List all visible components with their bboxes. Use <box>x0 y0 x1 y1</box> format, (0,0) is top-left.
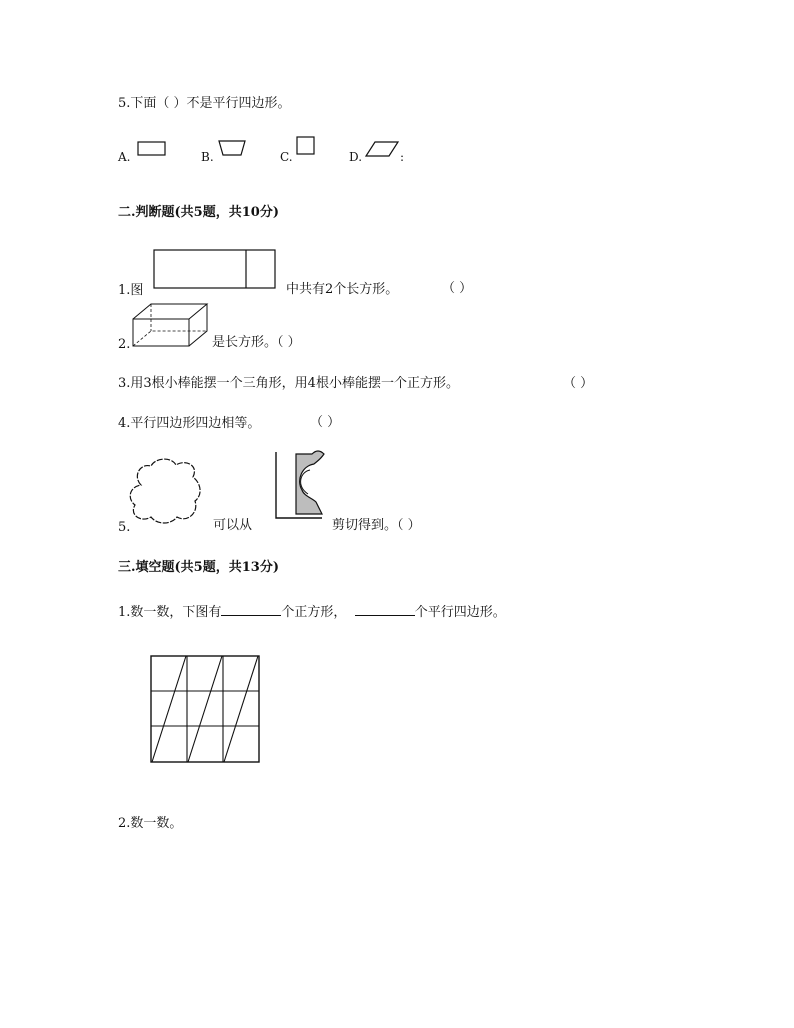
judge-3-paren: （ ） <box>563 376 594 391</box>
judge-5-cloud-shape-figure <box>127 457 209 527</box>
fill-1-blank-parallelograms[interactable] <box>355 603 415 616</box>
fill-1-line <box>118 603 506 621</box>
judge-5-cut-paper-figure <box>272 450 328 524</box>
judge-1-rectangle-figure <box>153 249 277 291</box>
judge-4-text: 4.平行四边形四边相等。 <box>118 416 261 431</box>
fill-1-grid-figure <box>150 655 262 765</box>
fill-1-text-c: 个平行四边形。 <box>414 605 506 620</box>
judge-1-paren: （ ） <box>442 281 473 296</box>
option-a-label: A. <box>118 150 131 164</box>
fill-1-blank-squares[interactable] <box>221 603 281 616</box>
option-a-rectangle-figure <box>137 141 167 157</box>
option-d-label: D. <box>349 150 363 164</box>
section-2-heading: 二.判断题(共5题，共10分) <box>118 205 279 220</box>
option-d-parallelogram-figure <box>365 141 401 159</box>
option-b-label: B. <box>201 150 214 164</box>
judge-5-suffix: 剪切得到。（ ） <box>332 518 421 533</box>
section-3-heading: 三.填空题(共5题，共13分) <box>118 560 279 575</box>
judge-3-text: 3.用3根小棒能摆一个三角形，用4根小棒能摆一个正方形。 <box>118 376 459 391</box>
judge-5-prefix: 5. <box>118 520 131 535</box>
judge-1-prefix: 1.图 <box>118 283 144 298</box>
fill-1-text-a: 1.数一数，下图有 <box>118 605 222 620</box>
question-5-stem: 5.下面（ ）不是平行四边形。 <box>118 96 291 111</box>
judge-2-prefix: 2. <box>118 337 131 352</box>
option-c-square-figure <box>296 136 316 156</box>
judge-5-middle: 可以从 <box>213 518 253 533</box>
fill-1-text-b: 个正方形， <box>281 605 347 620</box>
option-b-trapezoid-figure <box>218 140 248 158</box>
judge-2-suffix: 是长方形。（ ） <box>212 335 301 350</box>
judge-2-cuboid-figure <box>131 302 211 350</box>
judge-4-paren: （ ） <box>310 415 341 430</box>
option-c-label: C. <box>280 150 293 164</box>
fill-2-text: 2.数一数。 <box>118 816 183 831</box>
judge-1-suffix: 中共有2个长方形。 <box>286 282 399 297</box>
option-d-tail: : <box>400 150 405 164</box>
